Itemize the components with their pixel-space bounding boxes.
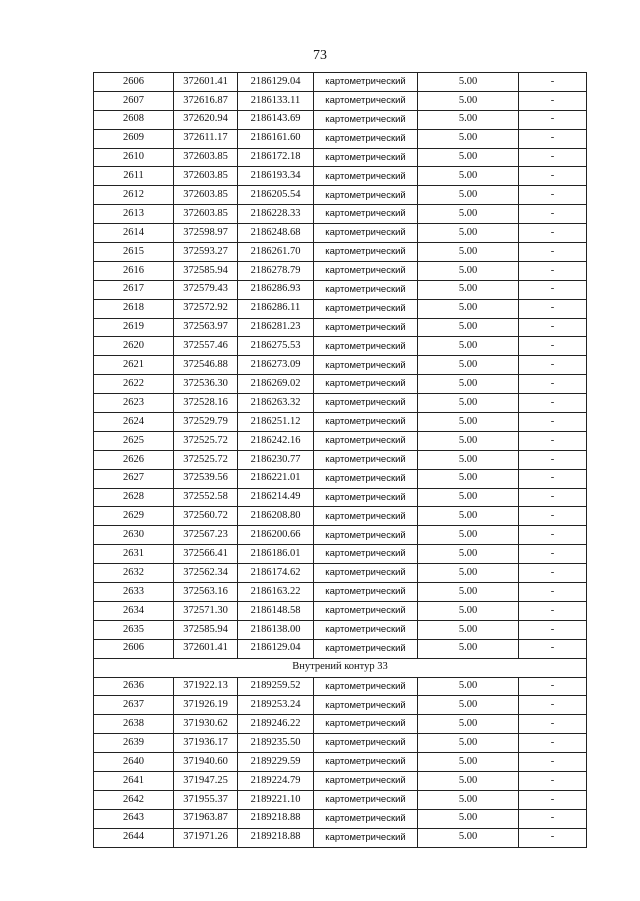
y-coordinate-cell: 2186200.66 [238,526,314,545]
accuracy-cell: 5.00 [418,261,519,280]
note-cell: - [519,243,587,262]
point-number-cell: 2640 [94,753,174,772]
x-coordinate-cell: 371930.62 [174,715,238,734]
table-row [94,639,587,658]
table-row [94,413,587,432]
note-cell: - [519,734,587,753]
accuracy-cell: 5.00 [418,148,519,167]
method-cell: картометрический [314,564,418,583]
y-coordinate-cell: 2186172.18 [238,148,314,167]
x-coordinate-cell: 372539.56 [174,469,238,488]
accuracy-cell: 5.00 [418,73,519,92]
accuracy-cell: 5.00 [418,186,519,205]
y-coordinate-cell: 2186286.93 [238,280,314,299]
method-cell: картометрический [314,186,418,205]
x-coordinate-cell: 372593.27 [174,243,238,262]
table-row [94,828,587,847]
method-cell: картометрический [314,413,418,432]
note-cell: - [519,469,587,488]
table-row [94,677,587,696]
accuracy-cell: 5.00 [418,583,519,602]
accuracy-cell: 5.00 [418,356,519,375]
point-number-cell: 2623 [94,394,174,413]
note-cell: - [519,375,587,394]
x-coordinate-cell: 372546.88 [174,356,238,375]
table-row [94,469,587,488]
point-number-cell: 2642 [94,790,174,809]
table-row [94,696,587,715]
x-coordinate-cell: 372528.16 [174,394,238,413]
point-number-cell: 2615 [94,243,174,262]
point-number-cell: 2628 [94,488,174,507]
point-number-cell: 2635 [94,620,174,639]
point-number-cell: 2636 [94,677,174,696]
note-cell: - [519,639,587,658]
note-cell: - [519,280,587,299]
table-row [94,488,587,507]
note-cell: - [519,299,587,318]
point-number-cell: 2639 [94,734,174,753]
note-cell: - [519,809,587,828]
table-row [94,583,587,602]
note-cell: - [519,753,587,772]
accuracy-cell: 5.00 [418,507,519,526]
y-coordinate-cell: 2186281.23 [238,318,314,337]
table-row [94,450,587,469]
y-coordinate-cell: 2186261.70 [238,243,314,262]
accuracy-cell: 5.00 [418,110,519,129]
x-coordinate-cell: 371963.87 [174,809,238,828]
y-coordinate-cell: 2189253.24 [238,696,314,715]
point-number-cell: 2624 [94,413,174,432]
point-number-cell: 2619 [94,318,174,337]
y-coordinate-cell: 2186275.53 [238,337,314,356]
method-cell: картометрический [314,91,418,110]
accuracy-cell: 5.00 [418,790,519,809]
accuracy-cell: 5.00 [418,545,519,564]
y-coordinate-cell: 2186161.60 [238,129,314,148]
note-cell: - [519,431,587,450]
accuracy-cell: 5.00 [418,601,519,620]
x-coordinate-cell: 372603.85 [174,167,238,186]
y-coordinate-cell: 2186205.54 [238,186,314,205]
x-coordinate-cell: 372563.97 [174,318,238,337]
note-cell: - [519,186,587,205]
table-row [94,337,587,356]
point-number-cell: 2609 [94,129,174,148]
method-cell: картометрический [314,224,418,243]
y-coordinate-cell: 2189224.79 [238,771,314,790]
x-coordinate-cell: 372603.85 [174,205,238,224]
accuracy-cell: 5.00 [418,394,519,413]
method-cell: картометрический [314,734,418,753]
note-cell: - [519,790,587,809]
y-coordinate-cell: 2186269.02 [238,375,314,394]
accuracy-cell: 5.00 [418,413,519,432]
x-coordinate-cell: 371940.60 [174,753,238,772]
point-number-cell: 2633 [94,583,174,602]
method-cell: картометрический [314,205,418,224]
x-coordinate-cell: 372620.94 [174,110,238,129]
table-row [94,790,587,809]
point-number-cell: 2643 [94,809,174,828]
accuracy-cell: 5.00 [418,299,519,318]
note-cell: - [519,224,587,243]
table-row [94,375,587,394]
x-coordinate-cell: 372616.87 [174,91,238,110]
table-row [94,734,587,753]
x-coordinate-cell: 372572.92 [174,299,238,318]
y-coordinate-cell: 2186129.04 [238,73,314,92]
method-cell: картометрический [314,620,418,639]
y-coordinate-cell: 2186208.80 [238,507,314,526]
y-coordinate-cell: 2186263.32 [238,394,314,413]
table-row [94,356,587,375]
point-number-cell: 2606 [94,73,174,92]
point-number-cell: 2617 [94,280,174,299]
note-cell: - [519,148,587,167]
y-coordinate-cell: 2189221.10 [238,790,314,809]
y-coordinate-cell: 2186186.01 [238,545,314,564]
y-coordinate-cell: 2186129.04 [238,639,314,658]
method-cell: картометрический [314,375,418,394]
note-cell: - [519,413,587,432]
section-heading-row [94,658,587,677]
x-coordinate-cell: 372525.72 [174,450,238,469]
accuracy-cell: 5.00 [418,828,519,847]
method-cell: картометрический [314,469,418,488]
x-coordinate-cell: 371947.25 [174,771,238,790]
y-coordinate-cell: 2186273.09 [238,356,314,375]
point-number-cell: 2644 [94,828,174,847]
accuracy-cell: 5.00 [418,677,519,696]
accuracy-cell: 5.00 [418,469,519,488]
method-cell: картометрический [314,356,418,375]
table-row [94,564,587,583]
point-number-cell: 2616 [94,261,174,280]
table-row [94,167,587,186]
accuracy-cell: 5.00 [418,318,519,337]
point-number-cell: 2607 [94,91,174,110]
note-cell: - [519,205,587,224]
point-number-cell: 2626 [94,450,174,469]
method-cell: картометрический [314,583,418,602]
table-row [94,299,587,318]
note-cell: - [519,488,587,507]
x-coordinate-cell: 372563.16 [174,583,238,602]
note-cell: - [519,677,587,696]
y-coordinate-cell: 2186214.49 [238,488,314,507]
method-cell: картометрический [314,639,418,658]
accuracy-cell: 5.00 [418,205,519,224]
x-coordinate-cell: 372557.46 [174,337,238,356]
x-coordinate-cell: 372562.34 [174,564,238,583]
point-number-cell: 2632 [94,564,174,583]
point-number-cell: 2610 [94,148,174,167]
accuracy-cell: 5.00 [418,696,519,715]
x-coordinate-cell: 372585.94 [174,261,238,280]
note-cell: - [519,129,587,148]
accuracy-cell: 5.00 [418,488,519,507]
point-number-cell: 2634 [94,601,174,620]
y-coordinate-cell: 2186174.62 [238,564,314,583]
x-coordinate-cell: 372603.85 [174,148,238,167]
accuracy-cell: 5.00 [418,771,519,790]
x-coordinate-cell: 372611.17 [174,129,238,148]
table-row [94,91,587,110]
method-cell: картометрический [314,601,418,620]
accuracy-cell: 5.00 [418,431,519,450]
x-coordinate-cell: 372536.30 [174,375,238,394]
accuracy-cell: 5.00 [418,639,519,658]
method-cell: картометрический [314,73,418,92]
accuracy-cell: 5.00 [418,734,519,753]
y-coordinate-cell: 2186230.77 [238,450,314,469]
method-cell: картометрический [314,753,418,772]
accuracy-cell: 5.00 [418,129,519,148]
y-coordinate-cell: 2186133.11 [238,91,314,110]
method-cell: картометрический [314,450,418,469]
method-cell: картометрический [314,526,418,545]
method-cell: картометрический [314,110,418,129]
table-row [94,318,587,337]
accuracy-cell: 5.00 [418,564,519,583]
x-coordinate-cell: 371936.17 [174,734,238,753]
point-number-cell: 2622 [94,375,174,394]
note-cell: - [519,620,587,639]
y-coordinate-cell: 2186248.68 [238,224,314,243]
method-cell: картометрический [314,299,418,318]
method-cell: картометрический [314,167,418,186]
note-cell: - [519,261,587,280]
note-cell: - [519,167,587,186]
point-number-cell: 2608 [94,110,174,129]
note-cell: - [519,564,587,583]
accuracy-cell: 5.00 [418,450,519,469]
note-cell: - [519,601,587,620]
x-coordinate-cell: 372571.30 [174,601,238,620]
x-coordinate-cell: 372560.72 [174,507,238,526]
note-cell: - [519,337,587,356]
point-number-cell: 2629 [94,507,174,526]
page-number: 73 [313,48,327,63]
y-coordinate-cell: 2186242.16 [238,431,314,450]
point-number-cell: 2611 [94,167,174,186]
y-coordinate-cell: 2189218.88 [238,809,314,828]
table-row [94,73,587,92]
point-number-cell: 2612 [94,186,174,205]
method-cell: картометрический [314,545,418,564]
x-coordinate-cell: 372598.97 [174,224,238,243]
note-cell: - [519,715,587,734]
table-row [94,129,587,148]
accuracy-cell: 5.00 [418,243,519,262]
table-row [94,224,587,243]
x-coordinate-cell: 371926.19 [174,696,238,715]
point-number-cell: 2638 [94,715,174,734]
table-row [94,394,587,413]
accuracy-cell: 5.00 [418,224,519,243]
x-coordinate-cell: 372567.23 [174,526,238,545]
table-row [94,545,587,564]
table-row [94,431,587,450]
table-row [94,110,587,129]
table-row [94,601,587,620]
note-cell: - [519,545,587,564]
point-number-cell: 2641 [94,771,174,790]
table-row [94,771,587,790]
point-number-cell: 2630 [94,526,174,545]
method-cell: картометрический [314,148,418,167]
y-coordinate-cell: 2186278.79 [238,261,314,280]
note-cell: - [519,771,587,790]
accuracy-cell: 5.00 [418,167,519,186]
method-cell: картометрический [314,771,418,790]
note-cell: - [519,507,587,526]
accuracy-cell: 5.00 [418,809,519,828]
table-row [94,148,587,167]
accuracy-cell: 5.00 [418,715,519,734]
note-cell: - [519,450,587,469]
point-number-cell: 2631 [94,545,174,564]
point-number-cell: 2621 [94,356,174,375]
method-cell: картометрический [314,828,418,847]
method-cell: картометрический [314,488,418,507]
x-coordinate-cell: 372601.41 [174,73,238,92]
y-coordinate-cell: 2186228.33 [238,205,314,224]
note-cell: - [519,828,587,847]
method-cell: картометрический [314,337,418,356]
table-row [94,205,587,224]
y-coordinate-cell: 2189218.88 [238,828,314,847]
point-number-cell: 2606 [94,639,174,658]
note-cell: - [519,318,587,337]
y-coordinate-cell: 2189259.52 [238,677,314,696]
point-number-cell: 2613 [94,205,174,224]
accuracy-cell: 5.00 [418,753,519,772]
x-coordinate-cell: 372603.85 [174,186,238,205]
y-coordinate-cell: 2186193.34 [238,167,314,186]
accuracy-cell: 5.00 [418,526,519,545]
y-coordinate-cell: 2186138.00 [238,620,314,639]
table-row [94,620,587,639]
point-number-cell: 2620 [94,337,174,356]
table-row [94,526,587,545]
table-row [94,243,587,262]
method-cell: картометрический [314,790,418,809]
x-coordinate-cell: 372601.41 [174,639,238,658]
y-coordinate-cell: 2186221.01 [238,469,314,488]
method-cell: картометрический [314,243,418,262]
method-cell: картометрический [314,394,418,413]
note-cell: - [519,73,587,92]
table-row [94,715,587,734]
x-coordinate-cell: 371955.37 [174,790,238,809]
x-coordinate-cell: 371922.13 [174,677,238,696]
table-row [94,507,587,526]
coordinates-table [93,72,587,848]
accuracy-cell: 5.00 [418,375,519,394]
method-cell: картометрический [314,507,418,526]
point-number-cell: 2618 [94,299,174,318]
method-cell: картометрический [314,261,418,280]
method-cell: картометрический [314,318,418,337]
note-cell: - [519,110,587,129]
point-number-cell: 2614 [94,224,174,243]
method-cell: картометрический [314,431,418,450]
method-cell: картометрический [314,715,418,734]
table-row [94,809,587,828]
point-number-cell: 2637 [94,696,174,715]
x-coordinate-cell: 372566.41 [174,545,238,564]
note-cell: - [519,696,587,715]
point-number-cell: 2625 [94,431,174,450]
y-coordinate-cell: 2189246.22 [238,715,314,734]
y-coordinate-cell: 2186286.11 [238,299,314,318]
x-coordinate-cell: 372529.79 [174,413,238,432]
table-row [94,280,587,299]
y-coordinate-cell: 2189229.59 [238,753,314,772]
note-cell: - [519,356,587,375]
section-heading: Внутрений контур 33 [94,658,587,677]
coordinates-table-body [94,73,587,848]
note-cell: - [519,583,587,602]
note-cell: - [519,394,587,413]
method-cell: картометрический [314,280,418,299]
y-coordinate-cell: 2186251.12 [238,413,314,432]
y-coordinate-cell: 2186148.58 [238,601,314,620]
method-cell: картометрический [314,677,418,696]
y-coordinate-cell: 2186163.22 [238,583,314,602]
accuracy-cell: 5.00 [418,337,519,356]
y-coordinate-cell: 2186143.69 [238,110,314,129]
method-cell: картометрический [314,809,418,828]
y-coordinate-cell: 2189235.50 [238,734,314,753]
x-coordinate-cell: 371971.26 [174,828,238,847]
accuracy-cell: 5.00 [418,91,519,110]
accuracy-cell: 5.00 [418,280,519,299]
x-coordinate-cell: 372579.43 [174,280,238,299]
table-row [94,186,587,205]
table-row [94,753,587,772]
table-row [94,261,587,280]
note-cell: - [519,91,587,110]
x-coordinate-cell: 372585.94 [174,620,238,639]
method-cell: картометрический [314,129,418,148]
x-coordinate-cell: 372552.58 [174,488,238,507]
note-cell: - [519,526,587,545]
point-number-cell: 2627 [94,469,174,488]
method-cell: картометрический [314,696,418,715]
accuracy-cell: 5.00 [418,620,519,639]
x-coordinate-cell: 372525.72 [174,431,238,450]
